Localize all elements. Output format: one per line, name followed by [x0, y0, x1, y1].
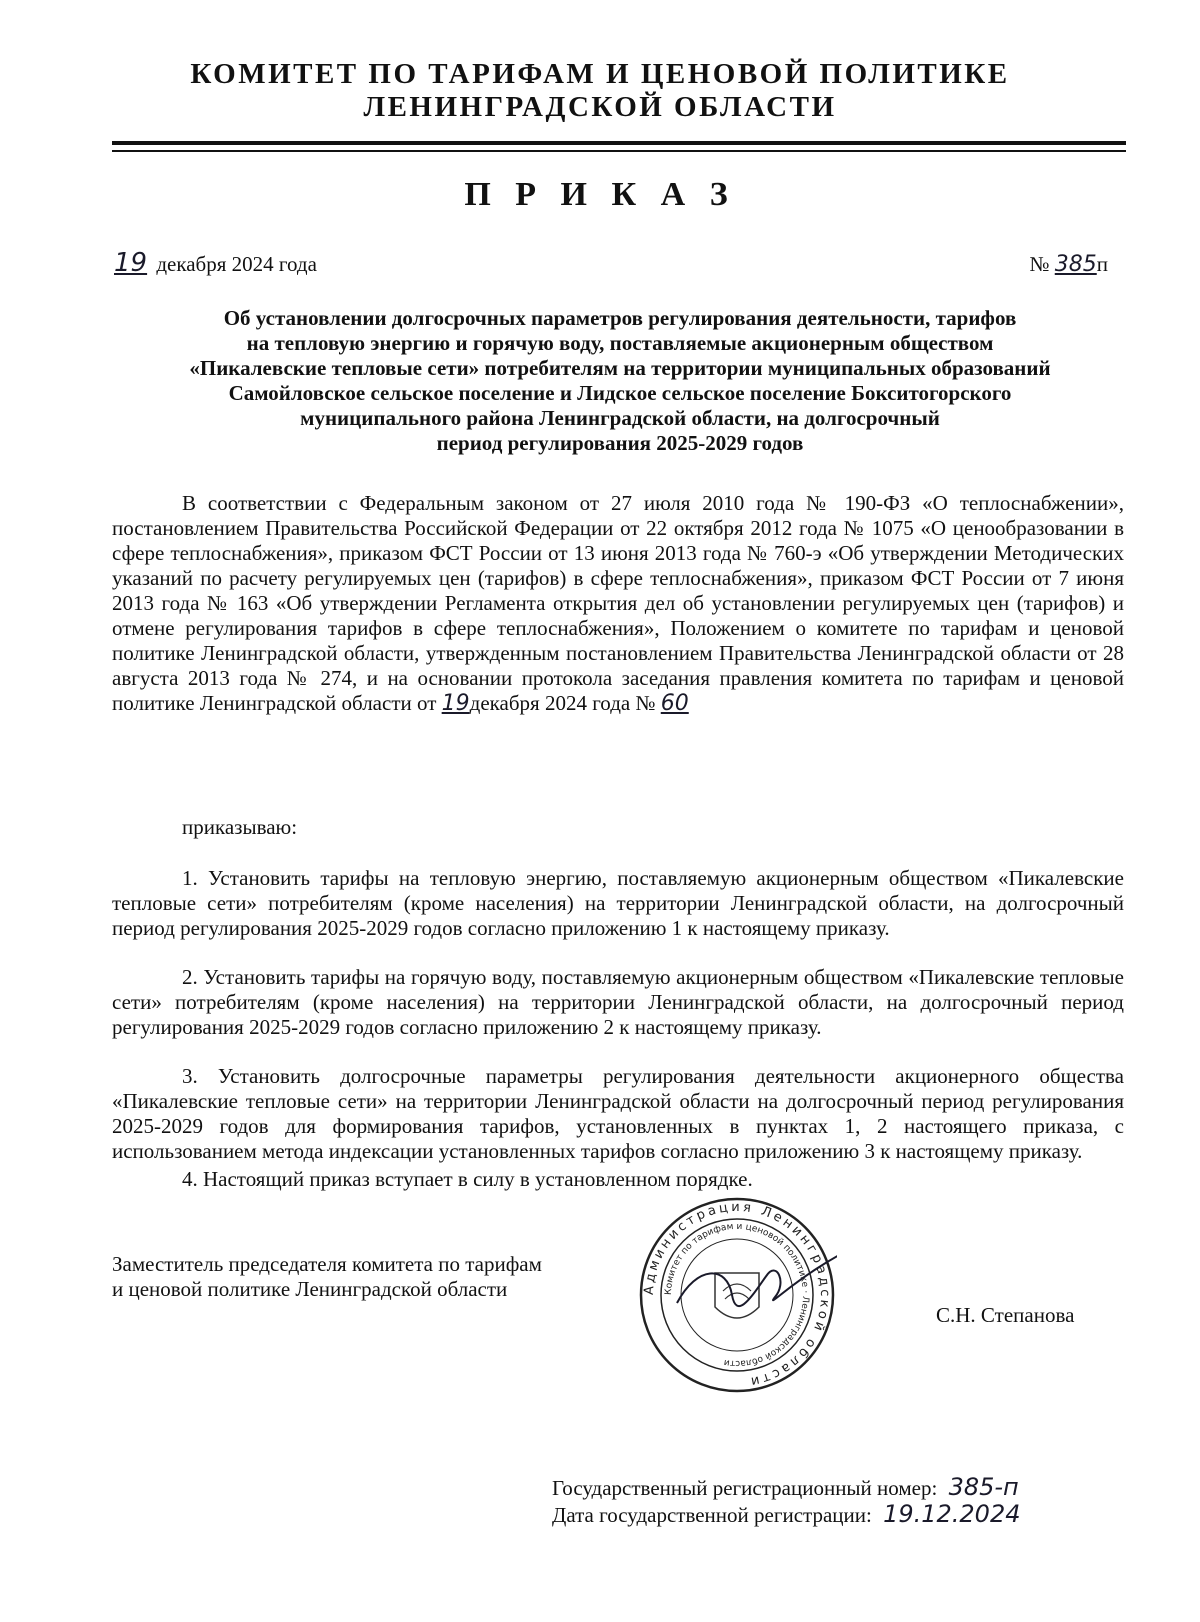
signatory-title	[112, 1252, 542, 1302]
handwritten-day: 19	[114, 248, 148, 278]
order-item-1: 1. Установить тарифы на тепловую энергию, поставляемую акционерным обществом «Пикалевские тепловые сети» потребителям (кроме населения) на территории Ленинградской области, на долгосрочный период регулирования 2025-2029 годов согласно приложению 1 к настоящему приказу.	[112, 866, 1124, 940]
handwritten-number: 385	[1054, 252, 1097, 277]
header-rule-thick	[112, 141, 1126, 145]
order-item-2: 2. Установить тарифы на горячую воду, поставляемую акционерным обществом «Пикалевские тепловые сети» потребителям (кроме населения) на территории Ленинградской области, на долгосрочный период регулирования 2025-2029 годов согласно приложению 2 к настоящему приказу.	[112, 965, 1124, 1039]
heading-line: период регулирования 2025-2029 годов	[436, 431, 804, 455]
registration-number-row	[552, 1474, 1021, 1501]
seal-outer-text: Администрация Ленинградской области	[641, 1199, 833, 1390]
handwritten-protocol-day: 19	[441, 691, 470, 716]
order-word: приказываю:	[182, 815, 298, 839]
heading-line: Самойловское сельское поселение и Лидское сельское поселение Бокситогорского	[228, 381, 1012, 405]
order-number	[1029, 252, 1108, 277]
registration-number-label: Государственный регистрационный номер:	[552, 1476, 938, 1500]
signatory-title-line: Заместитель председателя комитета по тарифам	[112, 1252, 542, 1276]
seal-inner-text: Комитет по тарифам и ценовой политике · Ленинградской области	[663, 1221, 811, 1369]
protocol-date-rest: декабря 2024 года №	[469, 691, 656, 715]
org-line-2: ЛЕНИНГРАДСКОЙ ОБЛАСТИ	[363, 91, 837, 123]
handwritten-registration-number: 385-п	[948, 1473, 1019, 1501]
signatory-name: С.Н. Степанова	[936, 1303, 1075, 1327]
org-line-1: КОМИТЕТ ПО ТАРИФАМ И ЦЕНОВОЙ ПОЛИТИКЕ	[190, 58, 1010, 90]
order-heading	[112, 306, 1128, 456]
handwritten-protocol-number: 60	[660, 691, 689, 716]
registration-block	[552, 1474, 1021, 1528]
seal-middle-ring	[661, 1219, 813, 1371]
signatory-title-line: и ценовой политике Ленинградской области	[112, 1277, 508, 1301]
date-rest: декабря 2024 года	[156, 252, 317, 276]
order-date	[114, 248, 317, 278]
order-item-3: 3. Установить долгосрочные параметры регулирования деятельности акционерного общества «Пикалевские тепловые сети» на территории Ленинградской области на долгосрочный период регулирования 2025-2029 годов для формирования тарифов, установленных в пунктах 1, 2 настоящего приказа, с использованием метода индексации установленных тарифов согласно приложению 3 к настоящему приказу.	[112, 1064, 1124, 1163]
heading-line: «Пикалевские тепловые сети» потребителям на территории муниципальных образований	[189, 356, 1051, 380]
header-rule-thin	[112, 150, 1126, 152]
handwritten-registration-date: 19.12.2024	[883, 1500, 1021, 1528]
preamble-paragraph	[112, 491, 1124, 716]
preamble-text: В соответствии с Федеральным законом от 27 июля 2010 года № 190-ФЗ «О теплоснабжении», постановлением Правительства Российской Федерации от 22 октября 2012 года № 1075 «О ценообразовании в сфере теплоснабжения», приказом ФСТ России от 13 июня 2013 года № 760-э «Об утверждении Методических указаний по расчету регулируемых цен (тарифов) в сфере теплоснабжения», приказом ФСТ России от 7 июня 2013 года № 163 «Об утверждении Регламента открытия дел об установлении регулируемых цен (тарифов) и отмене регулирования тарифов в сфере теплоснабжения», Положением о комитете по тарифам и ценовой политике Ленинградской области, утвержденным постановлением Правительства Ленинградской области от 28 августа 2013 года № 274, и на основании протокола заседания правления комитета по тарифам и ценовой политике Ленинградской области от	[112, 491, 1124, 715]
organization-name	[0, 58, 1200, 124]
registration-date-label: Дата государственной регистрации:	[552, 1503, 872, 1527]
heading-line: муниципального района Ленинградской области, на долгосрочный	[300, 406, 940, 430]
heading-line: Об установлении долгосрочных параметров регулирования деятельности, тарифов	[223, 306, 1017, 330]
order-item-4: 4. Настоящий приказ вступает в силу в установленном порядке.	[182, 1167, 753, 1191]
heading-line: на тепловую энергию и горячую воду, поставляемые акционерным обществом	[246, 331, 994, 355]
registration-date-row	[552, 1501, 1021, 1528]
number-prefix: №	[1029, 252, 1050, 276]
official-seal-stamp	[637, 1195, 837, 1395]
number-suffix: п	[1096, 252, 1108, 276]
document-type-title: П Р И К А З	[464, 176, 736, 213]
